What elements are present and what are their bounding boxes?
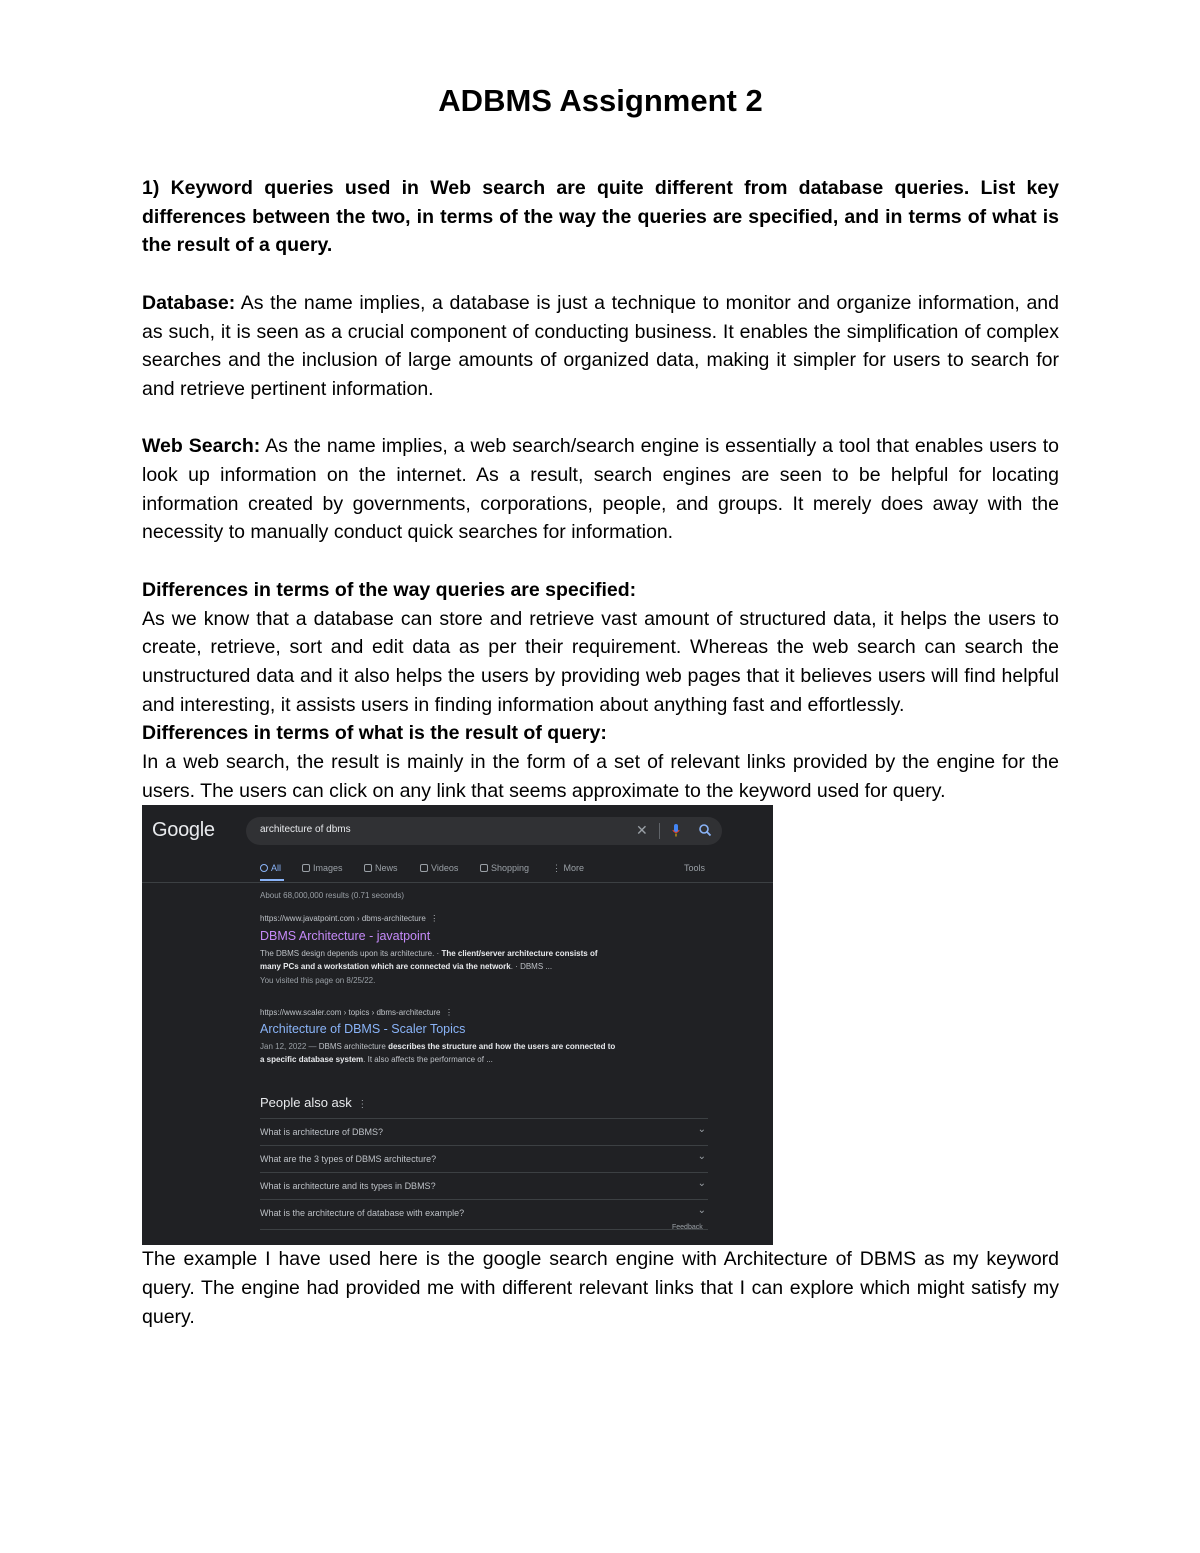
document-title: ADBMS Assignment 2	[438, 83, 763, 118]
result1-visited: You visited this page on 8/25/22.	[260, 976, 376, 986]
result2-snippet-line2: a specific database system. It also affects the performance of ...	[260, 1055, 493, 1065]
tab-videos[interactable]: Videos	[420, 863, 458, 873]
google-logo: Google	[152, 819, 215, 842]
tag-icon	[480, 864, 488, 872]
websearch-paragraph	[142, 432, 1059, 547]
tab-shopping[interactable]: Shopping	[480, 863, 529, 873]
paa-question[interactable]: What is architecture and its types in DBMS? ⌄	[260, 1172, 708, 1199]
clear-icon[interactable]: ✕	[636, 822, 648, 839]
chevron-down-icon: ⌄	[697, 1124, 706, 1136]
search-divider	[659, 823, 660, 839]
tab-news[interactable]: News	[364, 863, 398, 873]
more-dots-icon: ⋮	[552, 863, 564, 874]
result-stats: About 68,000,000 results (0.71 seconds)	[260, 891, 405, 901]
search-small-icon	[260, 864, 268, 872]
result1-title[interactable]: DBMS Architecture - javatpoint	[260, 929, 431, 944]
paa-bottom-rule	[260, 1229, 708, 1230]
search-box[interactable]	[246, 817, 722, 845]
tools-button[interactable]: Tools	[684, 863, 706, 874]
tab-more[interactable]: ⋮ More	[552, 863, 585, 874]
question-text: 1) Keyword queries used in Web search are quite different from database queries. List key differences between the two, in terms of the way the queries are specified, and in terms of what is the result of a query.	[142, 177, 1059, 257]
database-paragraph	[142, 289, 1059, 404]
search-input[interactable]: architecture of dbms	[260, 824, 351, 836]
microphone-icon[interactable]	[672, 824, 680, 837]
tab-images[interactable]: Images	[302, 863, 343, 873]
database-label: Database:	[142, 291, 236, 314]
diff1-text: As we know that a database can store and retrieve vast amount of structured data, it helps the users to create, retrieve, sort and edit data as per their requirement. Whereas the web search can search the unstructured data and it also helps the users by providing web pages that it believes users will find helpful and interesting, it assists users in finding information about anything fast and effortlessly.	[142, 607, 1059, 716]
search-icon[interactable]	[698, 823, 712, 837]
result1-snippet-line2: many PCs and a workstation which are connected via the network. · DBMS ...	[260, 962, 553, 972]
result-menu-icon[interactable]: ⋮	[442, 1008, 453, 1018]
diff1-heading: Differences in terms of the way queries are specified:	[142, 578, 637, 601]
database-text: As the name implies, a database is just a technique to monitor and organize information, and as such, it is seen as a crucial component of conducting business. It enables the simplification of complex searches and the inclusion of large amounts of organized data, making it simpler for users to search for and retrieve pertinent information.	[142, 291, 1059, 400]
closing-text: The example I have used here is the google search engine with Architecture of DBMS as my keyword query. The engine had provided me with different relevant links that I can explore which might satisfy my query.	[142, 1248, 1059, 1328]
news-icon	[364, 864, 372, 872]
result2-snippet-line1: Jan 12, 2022 — DBMS architecture describes the structure and how the users are connected to	[260, 1042, 616, 1052]
chevron-down-icon: ⌄	[697, 1178, 706, 1190]
paa-question[interactable]: What is architecture of DBMS? ⌄	[260, 1118, 708, 1145]
document-page	[142, 70, 1059, 1332]
google-screenshot	[142, 805, 773, 1245]
websearch-text: As the name implies, a web search/search engine is essentially a tool that enables users to look up information on the internet. As a result, search engines are seen to be helpful for locating information created by governments, corporations, people, and groups. It merely does away with the necessity to manually conduct quick searches for information.	[142, 435, 1059, 544]
video-icon	[420, 864, 428, 872]
chevron-down-icon: ⌄	[697, 1151, 706, 1163]
diff2-text: In a web search, the result is mainly in the form of a set of relevant links provided by the engine for the users. The users can click on any link that seems approximate to the keyword used for query.	[142, 751, 1059, 802]
result1-snippet-line1: The DBMS design depends upon its architecture. · The client/server architecture consists of	[260, 949, 598, 959]
diff2-heading: Differences in terms of what is the result of query:	[142, 722, 607, 745]
result2-title[interactable]: Architecture of DBMS - Scaler Topics	[260, 1022, 466, 1037]
paa-question[interactable]: What is the architecture of database with example? ⌄	[260, 1199, 708, 1226]
result-menu-icon[interactable]: ⋮	[428, 914, 439, 924]
feedback-link[interactable]: Feedback	[672, 1224, 703, 1232]
websearch-label: Web Search:	[142, 435, 261, 458]
result1-cite[interactable]: https://www.javatpoint.com › dbms-architecture ⋮	[260, 914, 439, 924]
active-tab-indicator	[260, 879, 284, 881]
paa-question[interactable]: What are the 3 types of DBMS architecture? ⌄	[260, 1145, 708, 1172]
people-also-ask-title: People also ask ⋮	[260, 1095, 368, 1111]
more-dots-icon[interactable]: ⋮	[351, 1099, 368, 1111]
result2-cite[interactable]: https://www.scaler.com › topics › dbms-architecture ⋮	[260, 1008, 453, 1018]
image-icon	[302, 864, 310, 872]
tab-all[interactable]: All	[260, 863, 281, 873]
tabs-divider	[142, 882, 773, 883]
chevron-down-icon: ⌄	[697, 1205, 706, 1217]
